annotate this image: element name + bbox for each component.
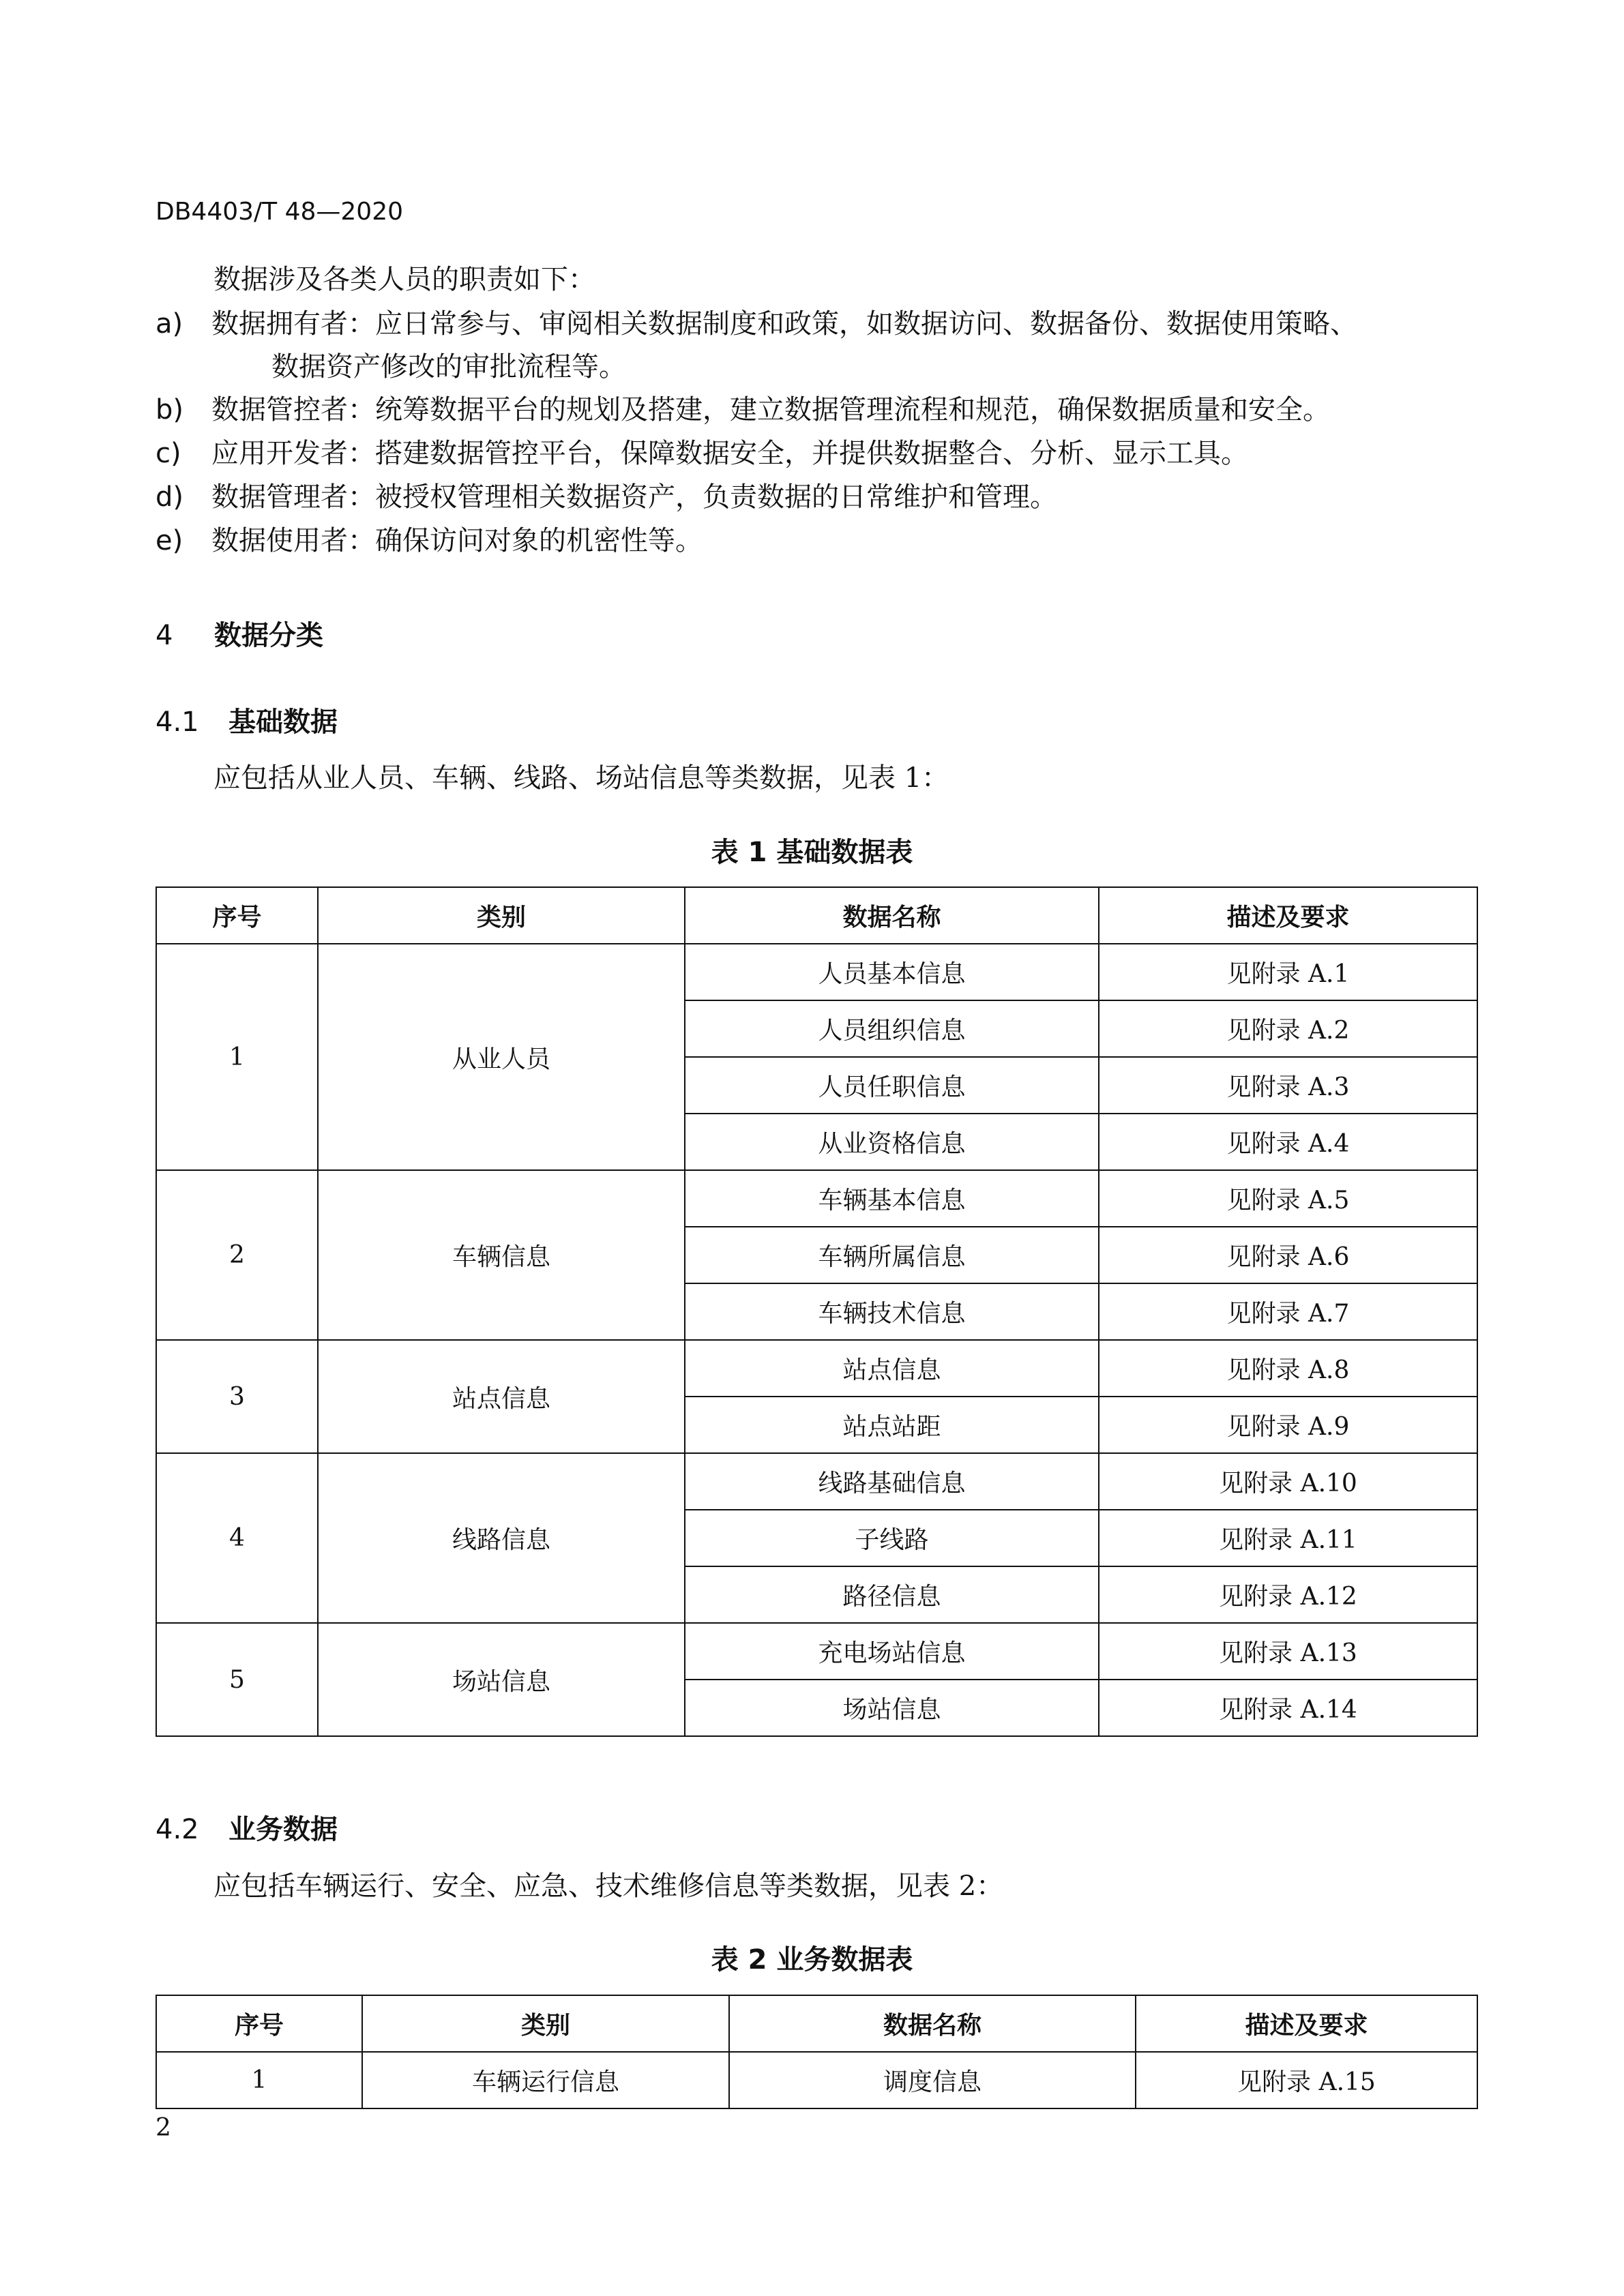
table-row [156, 2052, 1477, 2108]
section-4-2-heading [156, 1808, 338, 1847]
table-row [156, 1623, 1477, 1680]
list-marker: c) [156, 438, 181, 469]
table-header-row [156, 887, 1477, 944]
cell-data-name: 人员组织信息 [685, 1000, 1099, 1057]
cell-description: 见附录 A.5 [1099, 1170, 1477, 1227]
cell-data-name: 站点站距 [685, 1397, 1099, 1453]
list-item-text: 数据资产修改的审批流程等。 [271, 351, 626, 383]
section-4-1-heading [156, 700, 338, 739]
cell-data-name: 场站信息 [685, 1680, 1099, 1736]
table-2-caption: 表 2 业务数据表 [711, 1944, 913, 1976]
cell-description: 见附录 A.12 [1099, 1566, 1477, 1623]
list-item-text: 数据管控者：统筹数据平台的规划及搭建，建立数据管理流程和规范，确保数据质量和安全。 [211, 394, 1330, 426]
cell-description: 见附录 A.11 [1099, 1510, 1477, 1566]
list-item [156, 440, 1248, 467]
list-marker: e) [156, 525, 183, 556]
cell-category: 线路信息 [318, 1453, 685, 1623]
table-row [156, 944, 1477, 1000]
list-item [156, 527, 703, 554]
header-cell: 类别 [318, 887, 685, 944]
cell-description: 见附录 A.4 [1099, 1114, 1477, 1170]
cell-category: 车辆运行信息 [362, 2052, 729, 2108]
basic-data-table [156, 886, 1478, 1737]
list-item-text: 数据使用者：确保访问对象的机密性等。 [211, 525, 703, 556]
cell-data-name: 人员任职信息 [685, 1057, 1099, 1114]
cell-no: 1 [156, 2052, 362, 2108]
cell-no: 5 [156, 1623, 318, 1736]
cell-data-name: 车辆基本信息 [685, 1170, 1099, 1227]
list-marker: d) [156, 481, 183, 513]
header-cell: 序号 [156, 887, 318, 944]
header-cell: 描述及要求 [1136, 1995, 1477, 2052]
cell-data-name: 充电场站信息 [685, 1623, 1099, 1680]
cell-description: 见附录 A.3 [1099, 1057, 1477, 1114]
cell-data-name: 路径信息 [685, 1566, 1099, 1623]
cell-description: 见附录 A.2 [1099, 1000, 1477, 1057]
list-item-text: 应用开发者：搭建数据管控平台，保障数据安全，并提供数据整合、分析、显示工具。 [211, 438, 1248, 469]
list-marker: b) [156, 394, 183, 426]
cell-description: 见附录 A.8 [1099, 1340, 1477, 1397]
roles-intro: 数据涉及各类人员的职责如下： [213, 264, 595, 295]
section-number: 4.1 [156, 706, 199, 738]
table-header-row [156, 1995, 1477, 2052]
cell-no: 3 [156, 1340, 318, 1453]
cell-category: 从业人员 [318, 944, 685, 1170]
list-item-continuation [271, 353, 626, 381]
list-item [156, 394, 1330, 426]
cell-data-name: 站点信息 [685, 1340, 1099, 1397]
table-row [156, 1340, 1477, 1397]
cell-description: 见附录 A.14 [1099, 1680, 1477, 1736]
cell-data-name: 线路基础信息 [685, 1453, 1099, 1510]
cell-description: 见附录 A.7 [1099, 1283, 1477, 1340]
table-row [156, 1453, 1477, 1510]
cell-category: 场站信息 [318, 1623, 685, 1736]
page-number: 2 [156, 2114, 171, 2142]
cell-data-name: 车辆所属信息 [685, 1227, 1099, 1283]
cell-category: 站点信息 [318, 1340, 685, 1453]
cell-description: 见附录 A.6 [1099, 1227, 1477, 1283]
section-4-1-text: 应包括从业人员、车辆、线路、场站信息等类数据，见表 1： [213, 762, 949, 794]
section-title: 业务数据 [228, 1814, 338, 1845]
section-4-2-text: 应包括车辆运行、安全、应急、技术维修信息等类数据，见表 2： [213, 1870, 1004, 1902]
cell-description: 见附录 A.13 [1099, 1623, 1477, 1680]
table-1-caption: 表 1 基础数据表 [711, 837, 913, 868]
section-title: 数据分类 [214, 620, 323, 651]
cell-no: 2 [156, 1170, 318, 1340]
section-title: 基础数据 [228, 706, 338, 738]
cell-description: 见附录 A.1 [1099, 944, 1477, 1000]
list-item-text: 数据拥有者：应日常参与、审阅相关数据制度和政策，如数据访问、数据备份、数据使用策略、 [211, 308, 1357, 340]
cell-data-name: 子线路 [685, 1510, 1099, 1566]
cell-description: 见附录 A.9 [1099, 1397, 1477, 1453]
header-cell: 数据名称 [729, 1995, 1136, 2052]
cell-data-name: 从业资格信息 [685, 1114, 1099, 1170]
list-item [156, 483, 1057, 511]
cell-description: 见附录 A.10 [1099, 1453, 1477, 1510]
section-4-heading [156, 614, 323, 653]
cell-description: 见附录 A.15 [1136, 2052, 1477, 2108]
section-number: 4.2 [156, 1814, 199, 1845]
header-cell: 序号 [156, 1995, 362, 2052]
header-cell: 数据名称 [685, 887, 1099, 944]
list-marker: a) [156, 308, 183, 340]
cell-no: 4 [156, 1453, 318, 1623]
header-cell: 描述及要求 [1099, 887, 1477, 944]
table-row [156, 1170, 1477, 1227]
header-cell: 类别 [362, 1995, 729, 2052]
cell-data-name: 车辆技术信息 [685, 1283, 1099, 1340]
list-item [156, 310, 1357, 338]
cell-data-name: 调度信息 [729, 2052, 1136, 2108]
list-item-text: 数据管理者：被授权管理相关数据资产，负责数据的日常维护和管理。 [211, 481, 1057, 513]
section-number: 4 [156, 620, 173, 651]
document-id: DB4403/T 48—2020 [156, 198, 404, 226]
cell-no: 1 [156, 944, 318, 1170]
cell-data-name: 人员基本信息 [685, 944, 1099, 1000]
business-data-table [156, 1995, 1478, 2109]
cell-category: 车辆信息 [318, 1170, 685, 1340]
